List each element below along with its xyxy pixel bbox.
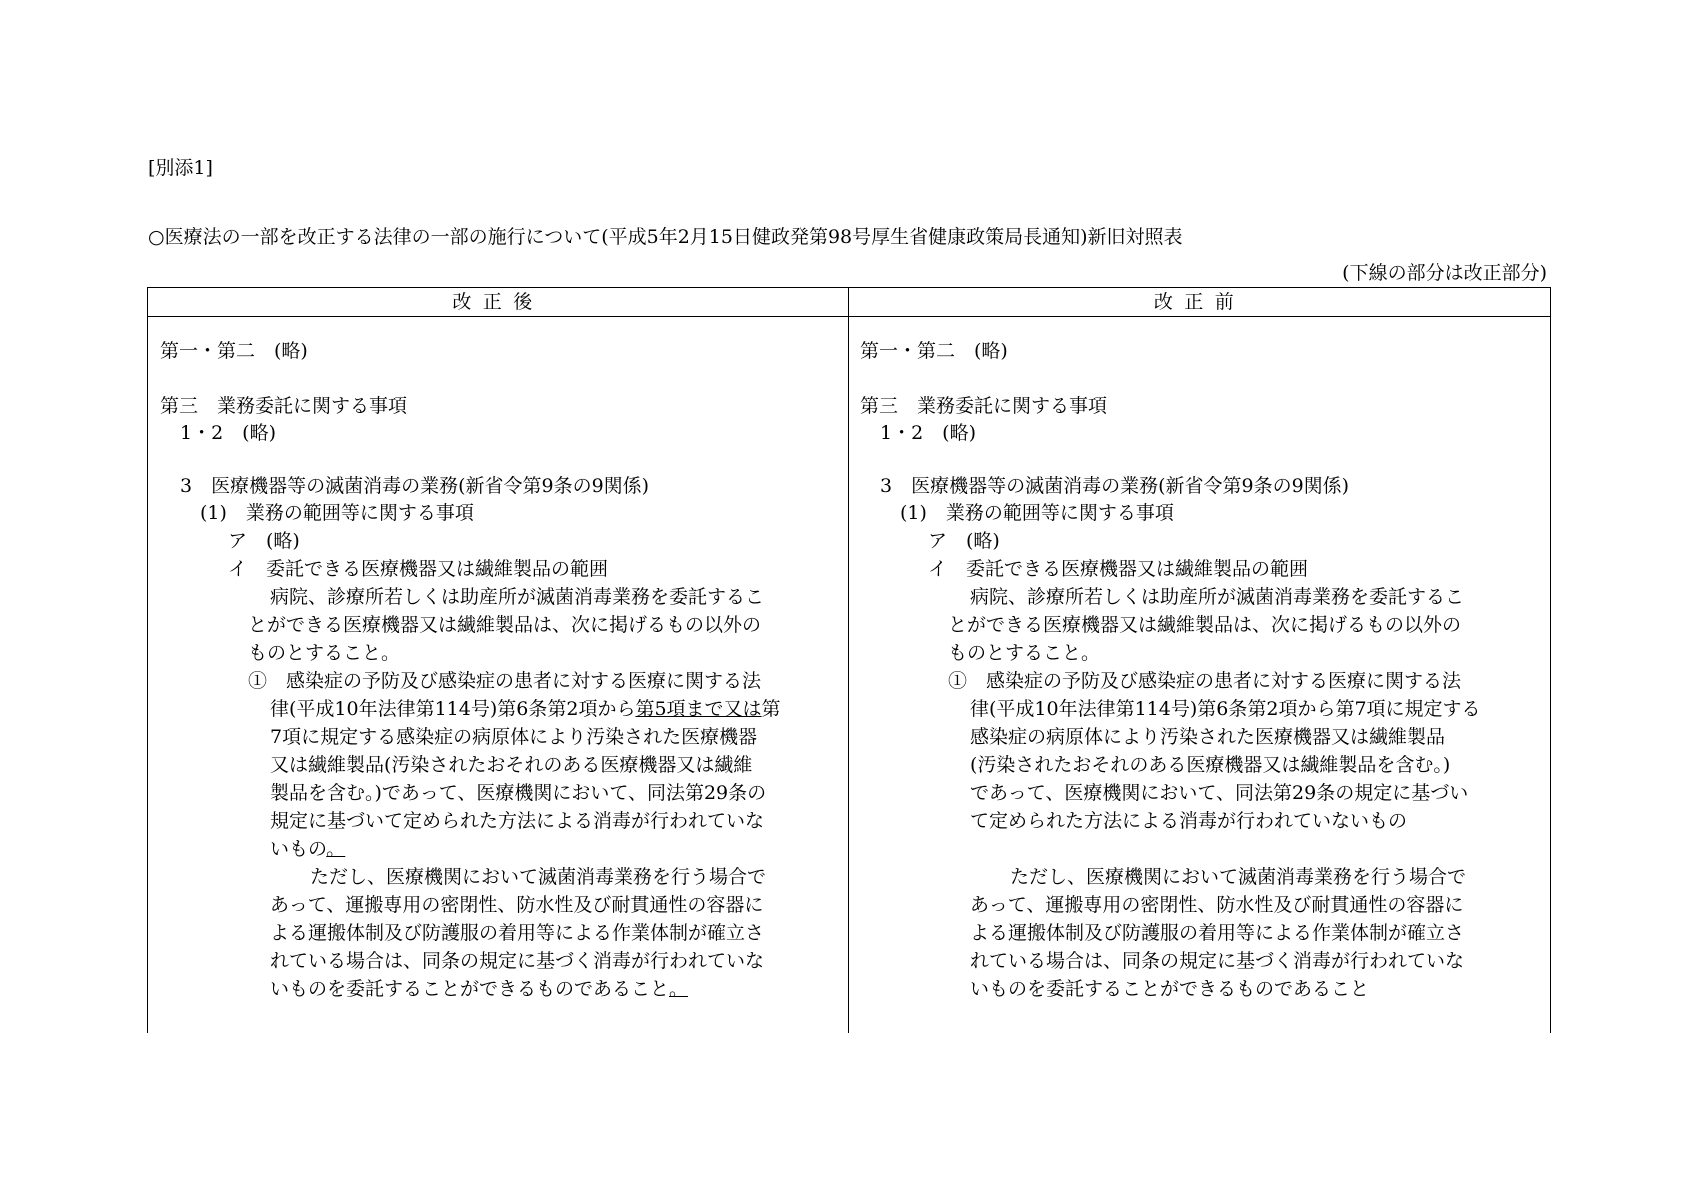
text-line: 感染症の病原体により汚染された医療機器又は繊維製品 — [970, 726, 1446, 748]
text-line: 3 医療機器等の滅菌消毒の業務(新省令第9条の9関係) — [180, 475, 650, 497]
text-line: ア (略) — [928, 530, 1000, 552]
text-line: ただし、医療機関において滅菌消毒業務を行う場合で — [310, 866, 767, 888]
text-line: ① 感染症の予防及び感染症の患者に対する医療に関する法 — [948, 670, 1462, 692]
text-line: 第三 業務委託に関する事項 — [860, 395, 1108, 417]
text-line: 3 医療機器等の滅菌消毒の業務(新省令第9条の9関係) — [880, 475, 1350, 497]
text-line: 製品を含む。)であって、医療機関において、同法第29条の — [270, 782, 767, 804]
text-line — [270, 975, 688, 1003]
text-line: 規定に基づいて定められた方法による消毒が行われていな — [270, 810, 765, 832]
text-line: イ 委託できる医療機器又は繊維製品の範囲 — [228, 558, 609, 580]
text-line: れている場合は、同条の規定に基づく消毒が行われていな — [970, 950, 1465, 972]
text-line: あって、運搬専用の密閉性、防水性及び耐貫通性の容器に — [270, 894, 764, 916]
header-after-label: 改正後 — [452, 291, 544, 313]
text: 第 — [761, 698, 781, 720]
text-line: (1) 業務の範囲等に関する事項 — [900, 502, 1174, 524]
text-line: 又は繊維製品(汚染されたおそれのある医療機器又は繊維 — [270, 754, 753, 776]
text-line: ア (略) — [228, 530, 300, 552]
text-line: ものとすること。 — [948, 642, 1101, 664]
text-line: ただし、医療機関において滅菌消毒業務を行う場合で — [1010, 866, 1467, 888]
text-line: て定められた方法による消毒が行われていないもの — [970, 810, 1408, 832]
text-line: いものを委託することができるものであること — [970, 978, 1370, 1000]
text-line: とができる医療機器又は繊維製品は、次に掲げるもの以外の — [248, 614, 762, 636]
text-line: ① 感染症の予防及び感染症の患者に対する医療に関する法 — [248, 670, 762, 692]
document-title: ○医療法の一部を改正する法律の一部の施行について(平成5年2月15日健政発第98号厚生省健康政策局長通知)新旧対照表 — [148, 226, 1183, 248]
text-line: イ 委託できる医療機器又は繊維製品の範囲 — [928, 558, 1309, 580]
amended-text: 。 — [326, 838, 346, 860]
text-line: 第一・第二 (略) — [860, 340, 1008, 362]
text-line: 1・2 (略) — [880, 422, 977, 444]
text-line: 第三 業務委託に関する事項 — [160, 395, 408, 417]
text-line: 第一・第二 (略) — [160, 340, 308, 362]
column-divider — [848, 288, 849, 1033]
text-line — [270, 695, 781, 723]
text-line: とができる医療機器又は繊維製品は、次に掲げるもの以外の — [948, 614, 1462, 636]
text-line: (汚染されたおそれのある医療機器又は繊維製品を含む。) — [970, 754, 1451, 776]
text-line: あって、運搬専用の密閉性、防水性及び耐貫通性の容器に — [970, 894, 1464, 916]
attachment-label: [別添1] — [148, 157, 213, 179]
text-line: 7項に規定する感染症の病原体により汚染された医療機器 — [270, 726, 758, 748]
amended-text: 第5項まで又は — [635, 698, 762, 720]
text-line: 律(平成10年法律第114号)第6条第2項から第7項に規定する — [970, 698, 1481, 720]
text-line: れている場合は、同条の規定に基づく消毒が行われていな — [270, 950, 765, 972]
header-before — [849, 288, 1550, 317]
text-line: ものとすること。 — [248, 642, 401, 664]
text-line: 病院、診療所若しくは助産所が滅菌消毒業務を委託するこ — [970, 586, 1465, 608]
text-line — [270, 835, 345, 863]
text-line: よる運搬体制及び防護服の着用等による作業体制が確立さ — [970, 922, 1465, 944]
header-before-label: 改正前 — [1153, 291, 1246, 313]
text: 律(平成10年法律第114号)第6条第2項から — [270, 698, 636, 720]
header-after — [148, 288, 848, 317]
text-line: (1) 業務の範囲等に関する事項 — [200, 502, 474, 524]
text-line: であって、医療機関において、同法第29条の規定に基づい — [970, 782, 1469, 804]
text-line: 病院、診療所若しくは助産所が滅菌消毒業務を委託するこ — [270, 586, 765, 608]
text: いものを委託することができるものであること — [270, 978, 670, 1000]
text-line: 1・2 (略) — [180, 422, 277, 444]
amended-text: 。 — [669, 978, 689, 1000]
text: いもの — [270, 838, 327, 860]
text-line: よる運搬体制及び防護服の着用等による作業体制が確立さ — [270, 922, 765, 944]
comparison-table — [147, 287, 1551, 1033]
underline-note: (下線の部分は改正部分) — [1342, 262, 1547, 284]
